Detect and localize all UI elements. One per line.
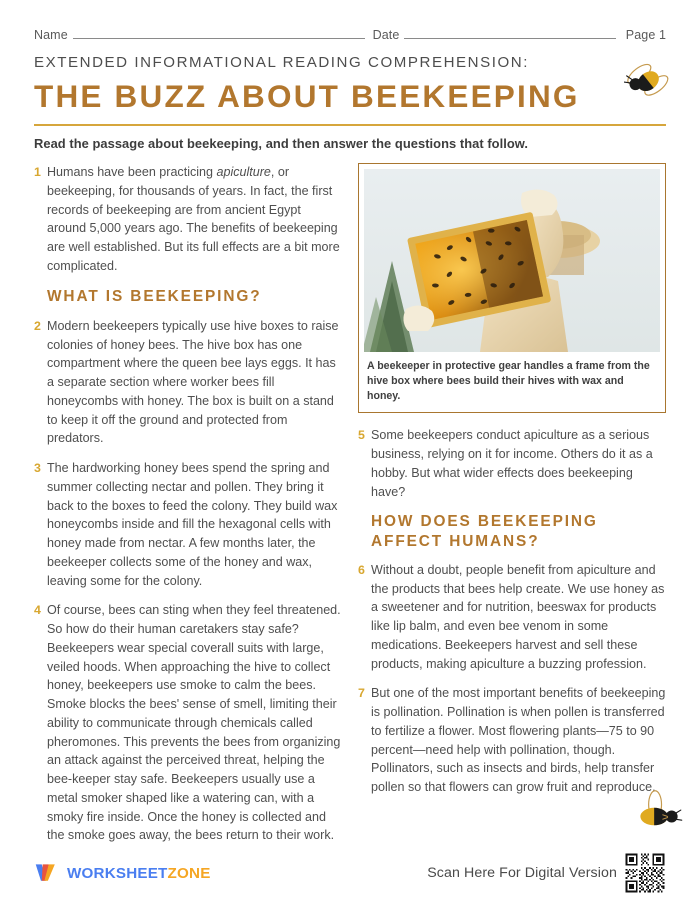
paragraph-7	[358, 684, 666, 797]
worksheet-kicker: EXTENDED INFORMATIONAL READING COMPREHENSION:	[34, 54, 529, 71]
paragraph-number: 7	[358, 686, 365, 701]
paragraph-1	[34, 163, 342, 276]
logo-mark-icon	[34, 860, 60, 886]
section-heading-line-2: AFFECT HUMANS?	[371, 532, 540, 550]
section-heading-what-is-beekeeping: WHAT IS BEEKEEPING?	[47, 287, 262, 305]
paragraph-number: 1	[34, 165, 41, 180]
paragraph-text	[47, 163, 342, 276]
paragraph-text: But one of the most important benefits of beekeeping is pollination. Pollination is when pollen is transferred to fertilize a flower. Most flowering plants—75 to 90 percent—need help with pollination, though. Pollinators, such as insects and birds, help transfer pollen so that flowers can grow fruit and reproduce.	[371, 686, 666, 795]
name-label: Name	[34, 28, 68, 42]
section-heading-line-1: HOW DOES BEEKEEPING	[371, 513, 598, 531]
scan-label: Scan Here For Digital Version	[427, 865, 617, 881]
paragraph-6	[358, 561, 666, 674]
bee-icon	[624, 58, 670, 104]
passage-column-right	[358, 163, 666, 808]
name-write-line[interactable]	[73, 37, 365, 39]
passage-columns	[34, 163, 666, 856]
paragraph-text-part: Humans have been practicing	[47, 165, 217, 180]
beekeeper-figure	[358, 163, 666, 413]
brand-word-zone: ZONE	[167, 864, 211, 882]
figure-caption: A beekeeper in protective gear handles a frame from the hive box where bees build their hives with wax and honey.	[367, 360, 650, 403]
date-write-line[interactable]	[404, 37, 615, 39]
brand-word-worksheet: WORKSHEET	[67, 864, 168, 882]
worksheetzone-logo[interactable]	[34, 860, 211, 886]
section-heading-how-does-beekeeping-affect-humans	[371, 512, 666, 551]
brand-name	[67, 865, 211, 882]
scan-qr-group[interactable]	[427, 852, 666, 894]
term-emphasis: apiculture	[216, 165, 271, 180]
paragraph-text: Some beekeepers conduct apiculture as a serious business, relying on it for income. Others do it as a hobby. But what wider effects does beekeeping have?	[371, 428, 653, 499]
bee-icon	[628, 788, 684, 834]
paragraph-3	[34, 459, 342, 590]
paragraph-2	[34, 317, 342, 448]
instruction-text: Read the passage about beekeeping, and then answer the questions that follow.	[34, 136, 529, 152]
paragraph-number: 6	[358, 562, 365, 577]
beekeeper-photo	[364, 169, 660, 352]
paragraph-text: The hardworking honey bees spend the spring and summer collecting nectar and pollen. They bring it back to the boxes to feed the colony. They build wax honeycombs inside and fill the hexagonal cells with honey made from nectar. A few months later, the beekeeper collects some of the honey and wax, leaving some for the colony.	[47, 461, 338, 588]
paragraph-text: Modern beekeepers typically use hive boxes to raise colonies of honey bees. The hive box has one compartment where the queen bee lays eggs. It has a separate section where worker bees fill honeycombs with honey. The box is built on a stand to keep it off the ground and protected from predators.	[47, 318, 339, 446]
paragraph-4	[34, 601, 342, 845]
title-divider	[34, 124, 666, 126]
page-number: Page 1	[625, 28, 666, 42]
passage-column-left	[34, 163, 342, 856]
paragraph-text: Without a doubt, people benefit from apiculture and the products that bees help create. We use honey as a sweetener and for nutrition, beeswax for products like lip balm, and even bee venom in some medications. Beekeepers harvest and sell these products, making apiculture a buzzing profession.	[371, 562, 665, 671]
paragraph-number: 2	[34, 318, 41, 333]
paragraph-text-part: , or beekeeping, for thousands of years. In fact, the first records of beekeeping are from ancient Egypt around 5,000 years ago. The benefits of beekeeping are well established. But its full effects are a bit more complicated.	[47, 165, 340, 273]
paragraph-number: 5	[358, 428, 365, 443]
date-label: Date	[372, 28, 400, 42]
paragraph-number: 4	[34, 603, 41, 618]
student-info-row	[34, 0, 666, 42]
page-footer	[0, 840, 700, 906]
title-block	[34, 54, 666, 151]
paragraph-5	[358, 426, 666, 501]
page-title: THE BUZZ ABOUT BEEKEEPING	[34, 78, 580, 114]
paragraph-number: 3	[34, 461, 41, 476]
paragraph-text: Of course, bees can sting when they feel threatened. So how do their human caretakers stay safe? Beekeepers wear special coverall suits with large, veiled hoods. When approaching the hive to collect honey, beekeepers use smoke to calm the bees. Smoke blocks the bees' sense of smell, limiting their ability to communicate through chemicals called pheromones. This prevents the bees from organizing an attack against the perceived threat, helping the bee-keeper stay safe. Beekeepers usually use a metal smoker shaped like a watering can, with a smoky fire inside. Once the honey is collected and the smoke goes away, the bees return to their work.	[47, 603, 341, 843]
qr-code-icon[interactable]	[624, 852, 666, 894]
